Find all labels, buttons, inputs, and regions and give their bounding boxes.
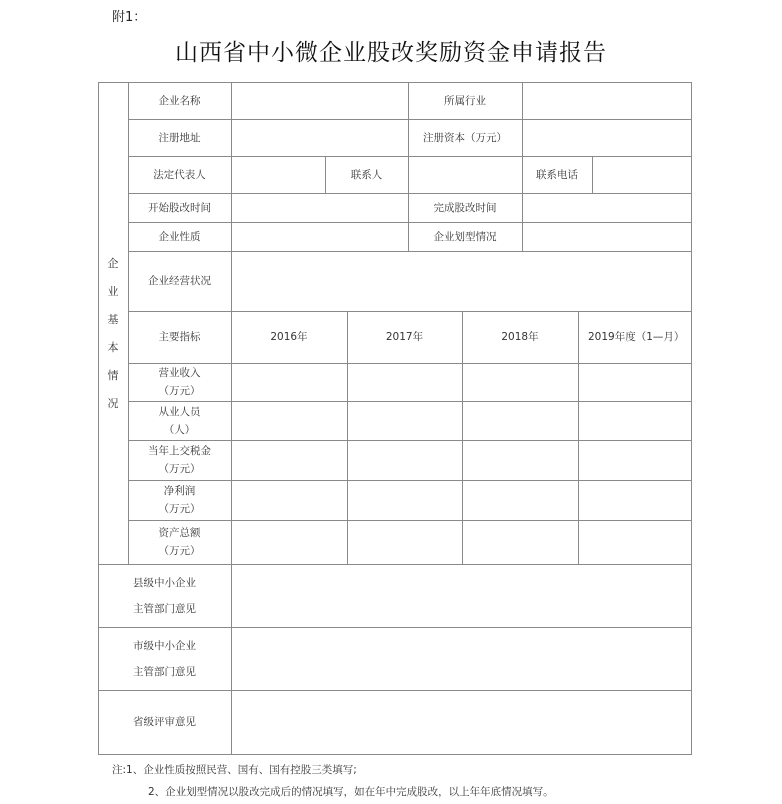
indicator-cell[interactable] [232,402,347,440]
section-char: 本 [107,341,119,354]
label-start-time: 开始股改时间 [148,201,211,214]
contact-field[interactable] [409,157,522,193]
indicator-name: 营业收入 [158,367,201,379]
phone-field[interactable] [593,157,691,193]
indicator-cell[interactable] [463,402,578,440]
indicator-cell[interactable] [348,441,462,480]
province-opinion-field[interactable] [232,691,691,754]
indicators-header: 主要指标 [158,331,201,343]
note-line-1: 注:1、企业性质按照民营、国有、国有控股三类填写; [112,764,357,776]
section-basic-info-label [98,250,128,418]
nature-field[interactable] [232,223,408,251]
label-type-class: 企业划型情况 [433,230,497,243]
indicator-cell[interactable] [579,402,691,440]
indicator-assets-label [128,520,231,564]
indicator-employees-label [128,401,231,440]
label-phone: 联系电话 [536,168,578,181]
label-province-opinion: 省级评审意见 [133,716,196,728]
section-char: 企 [107,257,119,270]
indicator-unit: （万元） [158,545,201,557]
indicator-profit-label [128,480,231,520]
opinion-line: 市级中小企业 [133,639,196,652]
industry-field[interactable] [523,83,691,119]
reg-capital-field[interactable] [523,120,691,156]
finish-time-field[interactable] [523,194,691,222]
indicator-cell[interactable] [579,441,691,480]
label-business-status: 企业经营状况 [148,275,211,287]
type-class-field[interactable] [523,223,691,251]
label-finish-time: 完成股改时间 [433,201,497,214]
indicator-cell[interactable] [579,521,691,564]
indicator-cell[interactable] [579,481,691,520]
indicator-cell[interactable] [463,441,578,480]
reg-address-field[interactable] [232,120,408,156]
city-opinion-field[interactable] [232,628,691,690]
label-contact: 联系人 [350,168,383,181]
indicator-cell[interactable] [463,521,578,564]
indicator-cell[interactable] [463,481,578,520]
label-industry: 所属行业 [444,94,486,107]
year-2019-header: 2019年度（1—月） [588,331,685,343]
section-char: 况 [107,397,119,410]
indicator-name: 当年上交税金 [148,445,211,457]
section-char: 业 [107,285,119,298]
indicator-unit: （万元） [158,503,201,515]
label-reg-capital: 注册资本（万元） [423,131,507,144]
indicator-cell[interactable] [348,364,462,401]
attachment-label: 附1： [112,10,147,25]
company-name-field[interactable] [232,83,408,119]
label-legal-rep: 法定代表人 [153,168,206,181]
indicator-cell[interactable] [232,481,347,520]
label-company-name: 企业名称 [158,94,201,107]
indicator-unit: （万元） [158,463,201,475]
section-char: 基 [107,313,119,326]
label-nature: 企业性质 [158,230,201,243]
indicator-cell[interactable] [232,364,347,401]
opinion-line: 主管部门意见 [133,602,196,615]
indicator-cell[interactable] [348,402,462,440]
page-title: 山西省中小微企业股改奖励资金申请报告 [175,40,607,66]
year-2018-header: 2018年 [501,331,539,343]
indicator-name: 从业人员 [158,405,201,418]
indicator-tax-label [128,440,231,480]
indicator-unit: （万元） [158,385,201,397]
start-time-field[interactable] [232,194,408,222]
opinion-line: 县级中小企业 [133,576,196,589]
indicator-name: 资产总额 [158,527,201,539]
indicator-cell[interactable] [348,521,462,564]
label-city-opinion [98,627,231,690]
indicator-cell[interactable] [232,441,347,480]
section-char: 情 [107,369,119,382]
county-opinion-field[interactable] [232,565,691,627]
indicator-cell[interactable] [579,364,691,401]
business-status-field[interactable] [232,252,691,311]
legal-rep-field[interactable] [232,157,325,193]
indicator-unit: （人） [163,423,196,436]
year-2017-header: 2017年 [385,331,424,343]
indicator-revenue-label [128,363,231,401]
indicator-cell[interactable] [348,481,462,520]
indicator-cell[interactable] [463,364,578,401]
indicator-cell[interactable] [232,521,347,564]
label-reg-address: 注册地址 [158,131,201,144]
indicator-name: 净利润 [163,485,196,497]
note-line-2: 2、企业划型情况以股改完成后的情况填写，如在年中完成股改，以上年年底情况填写。 [148,786,554,798]
year-2016-header: 2016年 [270,331,308,343]
label-county-opinion [98,564,231,627]
opinion-line: 主管部门意见 [133,665,196,678]
